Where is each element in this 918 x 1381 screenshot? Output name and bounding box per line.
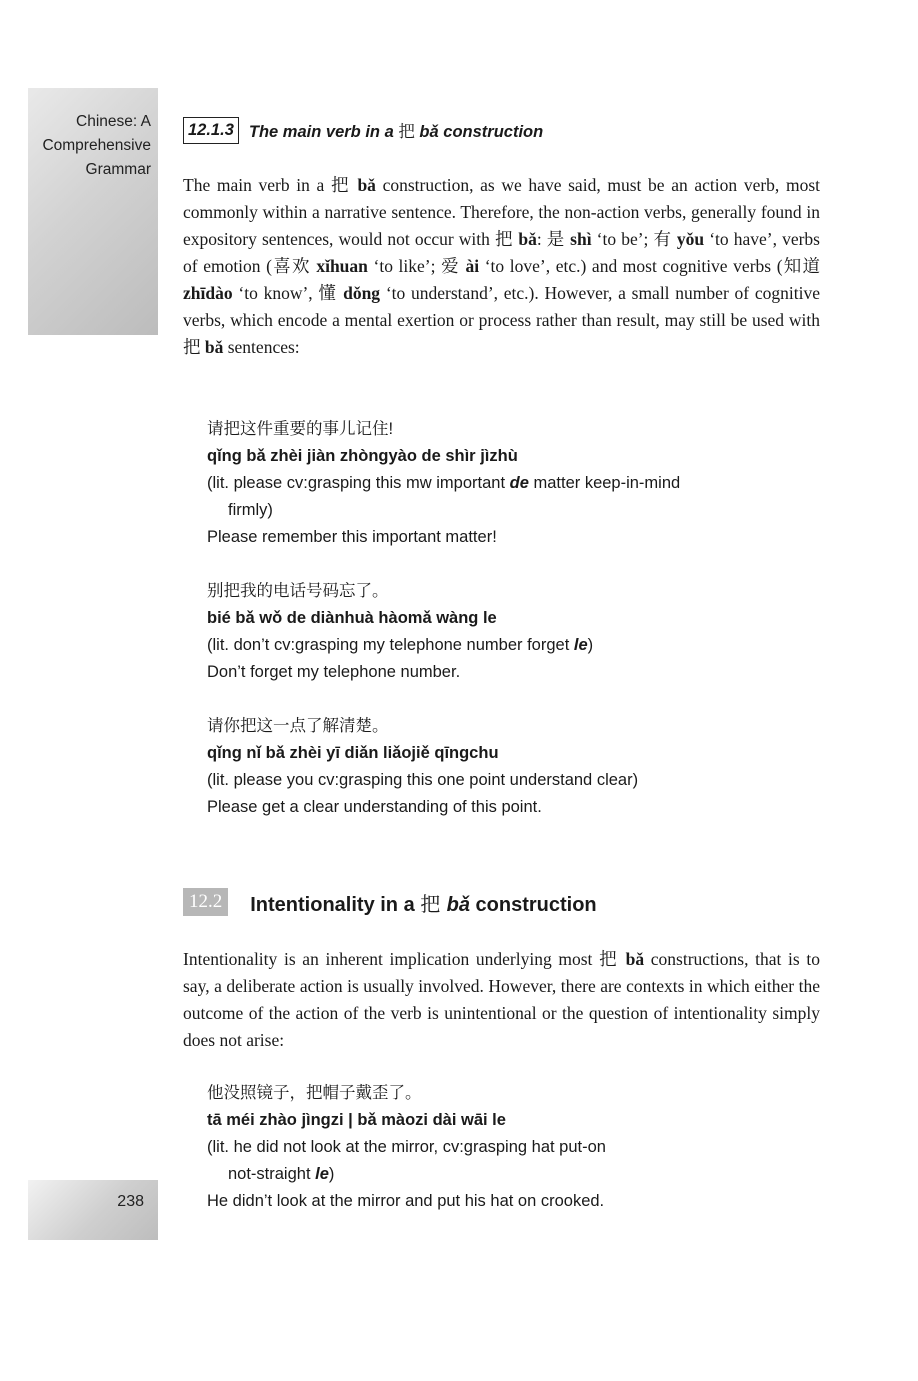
- example-3: [207, 713, 807, 821]
- side-tab: [28, 88, 158, 335]
- page-number: 238: [117, 1193, 144, 1210]
- example-pinyin: tā méi zhào jìngzi | bǎ màozi dài wāi le: [207, 1111, 506, 1129]
- example-gloss: (lit. he did not look at the mirror, cv:grasping hat put-on: [207, 1138, 606, 1156]
- example-1: [207, 416, 807, 551]
- example-chinese: 别把我的电话号码忘了。: [207, 582, 389, 600]
- example-pinyin: qǐng nǐ bǎ zhèi yī diǎn liǎojiě qīngchu: [207, 744, 499, 762]
- example-translation: Please remember this important matter!: [207, 528, 497, 546]
- subsection-heading: [183, 114, 543, 146]
- example-translation: Don’t forget my telephone number.: [207, 663, 461, 681]
- example-gloss: (lit. please cv:grasping this mw important de matter keep-in-mind: [207, 474, 681, 492]
- example-chinese: 请你把这一点了解清楚。: [207, 717, 389, 735]
- page-number-tab: [28, 1180, 158, 1240]
- example-2: [207, 578, 807, 686]
- subsection-number: 12.1.3: [183, 117, 239, 144]
- example-pinyin: bié bǎ wǒ de diànhuà hàomǎ wàng le: [207, 609, 497, 627]
- paragraph-intentionality: Intentionality is an inherent implication underlying most 把 bǎ constructions, that is to say, a deliberate action is usually involved. However, there are contexts in which either the outcome of the action of the verb is unintentional or the question of intentionality simply does not arise:: [183, 949, 821, 1050]
- example-translation: He didn’t look at the mirror and put his hat on crooked.: [207, 1192, 605, 1210]
- example-pinyin: qǐng bǎ zhèi jiàn zhòngyào de shìr jìzhù: [207, 447, 518, 465]
- example-chinese: 请把这件重要的事儿记住!: [207, 420, 394, 438]
- example-gloss: (lit. don’t cv:grasping my telephone number forget le): [207, 636, 594, 654]
- section-heading: [183, 886, 597, 918]
- section-number: 12.2: [183, 888, 228, 916]
- example-4: [207, 1080, 807, 1215]
- example-gloss-cont: firmly): [228, 501, 273, 519]
- section-title: Intentionality in a 把 bǎ construction: [250, 891, 597, 916]
- example-translation: Please get a clear understanding of this point.: [207, 798, 542, 816]
- subsection-title: The main verb in a 把 bǎ construction: [248, 122, 544, 141]
- example-gloss: (lit. please you cv:grasping this one point understand clear): [207, 771, 639, 789]
- paragraph-main-verb: The main verb in a 把 bǎ construction, as we have said, must be an action verb, most commonly within a narrative sentence. Therefore, the non-action verbs, generally found in expository sentences, would not occur with 把 bǎ: 是 shì ‘to be’; 有 yǒu ‘to have’, verbs of emotion (喜欢 xǐhuan ‘to like’; 爱 ài ‘to love’, etc.) and most cognitive verbs (知道 zhīdào ‘to know’, 懂 dǒng ‘to understand’, etc.). However, a small number of cognitive verbs, which encode a mental exertion or process rather than result, may still be used with 把 bǎ sentences:: [183, 175, 821, 357]
- example-chinese: 他没照镜子，把帽子戴歪了。: [207, 1084, 422, 1102]
- example-gloss-cont: not-straight le): [228, 1165, 335, 1183]
- running-book-title: Chinese: A Comprehensive Grammar: [42, 113, 151, 178]
